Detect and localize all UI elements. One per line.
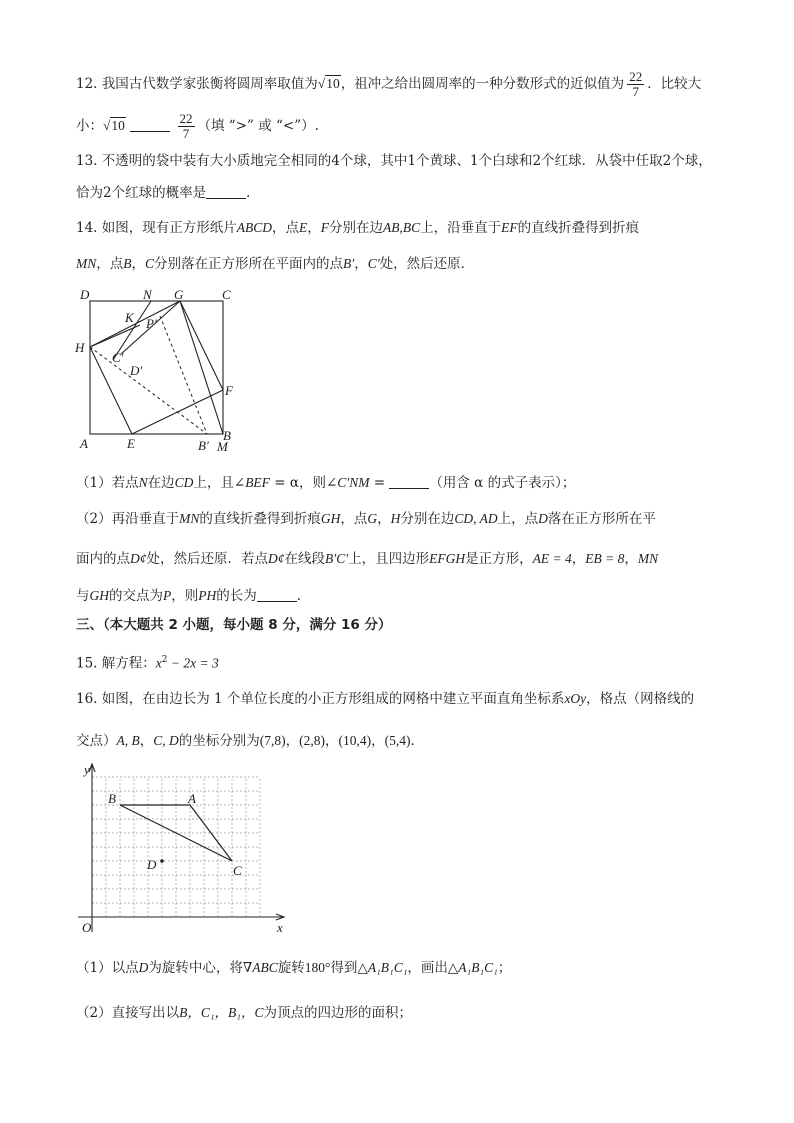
label-B: B [108, 791, 116, 806]
coords: (7,8)，(2,8)，(10,4)，(5,4) [259, 733, 411, 748]
m-b: B [123, 256, 132, 271]
t: 的直线折叠得到折痕 [517, 220, 640, 236]
t: ， [571, 551, 586, 567]
m: GH [320, 511, 341, 526]
m-abbc: AB,BC [383, 220, 421, 235]
t: 的直线折叠得到折痕 [199, 511, 321, 527]
t: ，则 [171, 588, 199, 604]
sqrt-arg: 10 [326, 76, 340, 91]
q16-sub1 [76, 958, 511, 978]
m-f: F [320, 220, 330, 235]
point-d [160, 859, 164, 863]
frac-22-7 [627, 70, 644, 99]
t: 处，然后还原． [379, 256, 475, 272]
q12-text-b: ，祖冲之给出圆周率的一种分数形式的近似值为 [340, 76, 625, 92]
t: 上，且四边形 [348, 551, 430, 567]
label-A: A [80, 436, 88, 451]
frac-num-b: 22 [179, 111, 193, 126]
t: （2）直接写出以 [76, 1005, 180, 1021]
label-C: C [233, 863, 242, 878]
t: ， [624, 551, 638, 567]
label-N: N [143, 287, 152, 302]
label-Cp: C′ [112, 350, 124, 365]
label-Dp: D′ [130, 363, 143, 378]
m: MN [637, 551, 659, 566]
frac-num: 22 [629, 69, 643, 84]
t: 上，沿垂直于 [420, 220, 502, 236]
t: 落在正方形所在平 [547, 511, 656, 527]
t: ，格点（网格线的 [586, 691, 695, 707]
m: △A₁B₁C₁ [447, 960, 498, 975]
t: ，点 [272, 220, 300, 236]
t: 得到 [330, 960, 358, 976]
m: − 2x = 3 [167, 655, 219, 671]
t: 上，且∠ [193, 475, 246, 491]
q13-line2 [76, 183, 260, 203]
sqrt-10: √10 [317, 76, 340, 91]
m: H [390, 511, 401, 526]
segment-he [90, 347, 132, 434]
m-ef: EF [501, 220, 518, 235]
q12-line2 [76, 112, 319, 141]
t: 分别落在正方形所在平面内的点 [154, 256, 344, 272]
t: （2）再沿垂直于 [76, 511, 180, 527]
t: 在边 [147, 475, 175, 491]
m: G [367, 511, 378, 526]
q14-sub2-line1 [76, 509, 656, 529]
m-c: C [145, 256, 155, 271]
m-abcd: ABCD [236, 220, 273, 235]
label-C: C [222, 287, 231, 302]
t: （1）以点 [76, 960, 139, 976]
label-F: F [225, 383, 233, 398]
m-e: E [299, 220, 308, 235]
m: D [138, 960, 149, 975]
axis-y-label: y [84, 762, 90, 777]
t: ， [354, 256, 368, 272]
m: xOy [564, 691, 587, 706]
t: 面内的点 [76, 551, 130, 567]
t: ，点 [96, 256, 124, 272]
q13-text: 恰为2个红球的概率是 [76, 185, 207, 201]
q14-line1 [76, 218, 639, 238]
t: ， [131, 256, 145, 272]
m: AE = 4 [532, 551, 572, 566]
label-K: K [125, 310, 134, 325]
m-bp: B′ [343, 256, 355, 271]
m: A, B [116, 733, 140, 748]
label-H: H [75, 340, 85, 355]
q14-blank-1[interactable] [389, 474, 429, 489]
t: 16. 如图，在由边长为 1 个单位长度的小正方形组成的网格中建立平面直角坐标系 [76, 691, 565, 707]
t: 为顶点的四边形的面积； [263, 1005, 412, 1021]
m: ∇ABC [242, 960, 278, 975]
m: PH [198, 588, 217, 603]
t: 的长为 [216, 588, 257, 604]
q14-sub2-line2 [76, 549, 658, 569]
label-G: G [174, 287, 184, 302]
t: ； [497, 960, 512, 976]
q13-text-b: ． [246, 185, 260, 201]
segment-gm [180, 301, 223, 434]
t: ． [296, 588, 311, 604]
m-n: N [138, 475, 148, 490]
t: ． [410, 733, 424, 749]
m: x [155, 655, 162, 671]
m: B，C₁，B₁，C [179, 1005, 264, 1020]
m: CD, AD [454, 511, 498, 526]
t: 在线段 [284, 551, 325, 567]
m-bef: BEF [245, 475, 270, 490]
segment-hg [90, 301, 180, 347]
m-cd: CD [174, 475, 194, 490]
t: 的坐标分别为 [178, 733, 260, 749]
label-Pp: P′ [146, 316, 157, 331]
m: D [538, 511, 548, 526]
q13-blank[interactable] [206, 184, 246, 199]
label-M: M [217, 439, 228, 454]
t: ，点 [340, 511, 368, 527]
q14-figure [70, 284, 250, 454]
t: 为旋转中心，将 [148, 960, 243, 976]
q14-line2 [76, 254, 474, 274]
m-cp: C′ [367, 256, 380, 271]
t: 是正方形， [465, 551, 533, 567]
t: ， [377, 511, 391, 527]
t: = [369, 475, 386, 491]
t: （用含 α 的式子表示）； [429, 475, 576, 491]
q16-line2 [76, 731, 424, 751]
t: ， [307, 220, 321, 236]
label-E: E [127, 436, 135, 451]
frac-22-7-b [178, 112, 195, 141]
t: 14. 如图，现有正方形纸片 [76, 220, 237, 236]
label-D: D [147, 857, 157, 872]
m: B′C′ [325, 551, 349, 566]
label-B: B [223, 428, 231, 443]
t: = α，则∠ [269, 475, 338, 491]
t: 分别在边 [400, 511, 455, 527]
t: 上，点 [497, 511, 539, 527]
frac-den: 7 [632, 84, 639, 99]
axis-x-label: x [277, 920, 283, 935]
m: C, D [153, 733, 179, 748]
t: 处，然后还原．若点 [146, 551, 268, 567]
t: ， [139, 733, 154, 749]
m: MN [179, 511, 200, 526]
q14-sub1 [76, 473, 575, 493]
m: D¢ [130, 551, 147, 566]
t: 交点） [76, 733, 117, 749]
m-cnm: C′NM [337, 475, 370, 490]
label-D: D [80, 287, 90, 302]
t: 分别在边 [329, 220, 384, 236]
q13-line1: 13. 不透明的袋中装有大小质地完全相同的4个球，其中1个黄球、1个白球和2个红球．从袋中任取2个球， [76, 153, 712, 169]
q12-line1 [76, 70, 701, 99]
m: EFGH [429, 551, 466, 566]
t: 与 [76, 588, 90, 604]
m: D¢ [268, 551, 285, 566]
q14-blank-2[interactable] [257, 587, 297, 602]
deg: 180° [304, 960, 331, 975]
m-mn: MN [76, 256, 97, 271]
m: △A₁B₁C₁ [357, 960, 408, 975]
q15-line [76, 650, 219, 674]
q16-line1 [76, 689, 694, 709]
q12-text-c: ．比较大 [647, 76, 702, 92]
m: P [163, 588, 172, 603]
segment-gf [180, 301, 223, 390]
q14-sub2-line3 [76, 586, 310, 606]
m: GH [89, 588, 109, 603]
q16-grid-figure [74, 760, 294, 940]
sqrt-10-b: √10 [103, 118, 125, 133]
t: 的交点为 [109, 588, 163, 604]
sqrt-arg-b: 10 [111, 118, 125, 133]
label-Bp: B′ [198, 438, 209, 453]
label-A: A [188, 791, 196, 806]
m: EB = 8 [585, 551, 625, 566]
section-3-heading: 三、（本大题共 2 小题，每小题 8 分，满分 16 分） [76, 617, 392, 633]
t: 旋转 [277, 960, 305, 976]
t: （1）若点 [76, 475, 139, 491]
t: ，画出 [407, 960, 448, 976]
frac-den-b: 7 [182, 126, 190, 141]
q12-text-e: （填 “>” 或 “<”）. [197, 118, 319, 134]
q12-blank[interactable] [130, 117, 170, 132]
q12-text: 12. 我国古代数学家张衡将圆周率取值为 [76, 76, 318, 92]
origin-label: O [82, 920, 92, 935]
sup: 2 [161, 655, 168, 665]
t: 15. 解方程： [76, 655, 156, 672]
q12-text-d: 小： [76, 118, 103, 134]
q16-sub2 [76, 1003, 412, 1023]
